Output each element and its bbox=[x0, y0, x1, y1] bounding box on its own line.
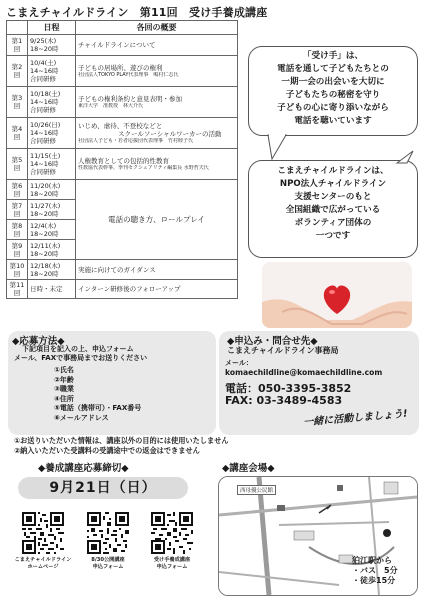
overview-line: 子どもの居場所、遊びの権利 bbox=[78, 64, 163, 72]
list-item: ⑥メールアドレス bbox=[54, 413, 109, 422]
overview-line: スクールソーシャルワーカーの活動 bbox=[118, 130, 222, 138]
lecturer: 東洋大学 准教授 林大介氏 bbox=[78, 103, 144, 109]
overview-cell bbox=[76, 280, 238, 299]
phone-number: 電話：050-3395-3852 bbox=[225, 382, 352, 395]
bubble-line: 一つです bbox=[315, 231, 351, 241]
list-item: ①氏名 bbox=[54, 366, 74, 374]
qr-code-icon bbox=[151, 512, 193, 554]
overview-cell bbox=[76, 56, 238, 87]
required-items-list bbox=[54, 366, 141, 424]
qr-code-icon bbox=[22, 512, 64, 554]
fax-number: FAX: 03-3489-4583 bbox=[225, 394, 343, 407]
date: 10/26(日) bbox=[30, 121, 61, 129]
round-cell: 第8回 bbox=[7, 220, 28, 240]
overview-line: チャイルドラインについて bbox=[78, 41, 156, 49]
header-date: 日程 bbox=[28, 21, 76, 35]
round-cell: 第7回 bbox=[7, 200, 28, 220]
bubble-line: 全国組織で広がっている bbox=[285, 205, 381, 215]
round-cell: 第1回 bbox=[7, 35, 28, 56]
round-cell: 第5回 bbox=[7, 149, 28, 180]
qr-caption bbox=[11, 557, 75, 571]
bubble-line: 電話を聴いています bbox=[294, 116, 372, 126]
date: 11/20(木) bbox=[30, 181, 61, 190]
table-row bbox=[7, 149, 238, 180]
round-cell: 第6回 bbox=[7, 180, 28, 200]
date-cell bbox=[28, 220, 76, 240]
notes bbox=[14, 436, 229, 456]
table-row bbox=[7, 280, 238, 299]
application-heading: ◆応募方法◆ bbox=[12, 336, 65, 347]
access-line: 狛江駅から bbox=[352, 556, 392, 565]
lecturer: 社団法人TOKYO PLAY代表理事 嶋村仁志氏 bbox=[78, 72, 179, 78]
qr-code-open-lecture[interactable] bbox=[87, 512, 129, 554]
organization-description-bubble bbox=[248, 160, 418, 258]
date-cell bbox=[28, 260, 76, 280]
table-row bbox=[7, 56, 238, 87]
date-cell bbox=[28, 118, 76, 149]
overview-line: 実施に向けてのガイダンス bbox=[78, 265, 156, 274]
contact-heading: ◆申込み・問合せ先◆ bbox=[227, 336, 318, 347]
bubble-line: 支援センターのもと bbox=[294, 192, 372, 202]
round-cell: 第10回 bbox=[7, 260, 28, 280]
overview-cell bbox=[76, 35, 238, 56]
date-cell bbox=[28, 35, 76, 56]
time: 18~20時 bbox=[30, 209, 59, 218]
bubble-tail-icon bbox=[395, 150, 415, 164]
map-building-label: 西母優公民館 bbox=[237, 485, 276, 495]
table-row bbox=[7, 260, 238, 280]
venue-heading: ◆講座会場◆ bbox=[222, 463, 275, 474]
date: 10/4(土) bbox=[30, 59, 57, 67]
header-overview: 各回の概要 bbox=[76, 21, 238, 35]
date-cell bbox=[28, 56, 76, 87]
overview-cell bbox=[76, 118, 238, 149]
qr-code-training-form[interactable] bbox=[151, 512, 193, 554]
date: 11/27(木) bbox=[30, 201, 61, 210]
overview-line: いじめ、虐待、不登校などと bbox=[78, 122, 163, 130]
overview-line: 人権教育としての包括的性教育 bbox=[78, 157, 169, 165]
qr-code-icon bbox=[87, 512, 129, 554]
overview-line: 子どもの権利条約と意見表明・参加 bbox=[78, 95, 182, 103]
qr-caption-line: 受け手養成講座 bbox=[153, 557, 191, 563]
qr-caption-line: 申込フォーム bbox=[92, 564, 124, 570]
list-item: ③職業 bbox=[54, 385, 74, 394]
page-title: こまえチャイルドライン 第11回 受け手養成講座 bbox=[6, 6, 268, 19]
station-access bbox=[352, 556, 398, 586]
date-cell bbox=[28, 200, 76, 220]
qr-caption-line: こまえチャイルドライン bbox=[14, 557, 72, 563]
date: 12/4(木) bbox=[30, 221, 57, 230]
session-type: 合同研修 bbox=[30, 137, 56, 145]
bubble-line: 子どもの心に寄り添いながら bbox=[277, 103, 389, 113]
date: 9/25(木) bbox=[30, 37, 57, 45]
list-item: ④住所 bbox=[54, 394, 74, 403]
date: 12/18(木) bbox=[30, 261, 61, 270]
time: 18~20時 bbox=[30, 45, 59, 53]
session-type: 合同研修 bbox=[30, 75, 56, 83]
date-cell bbox=[28, 180, 76, 200]
schedule-table bbox=[6, 20, 238, 299]
time: 14~16時 bbox=[30, 98, 59, 106]
qr-code-homepage[interactable] bbox=[22, 512, 64, 554]
bubble-line: NPO法人チャイルドライン bbox=[279, 179, 387, 189]
overview-line: インターン研修後のフォローアップ bbox=[78, 285, 181, 293]
bubble-line: ボランティア団体の bbox=[294, 218, 372, 228]
bubble-line: 電話を通して子どもたちとの bbox=[277, 64, 389, 74]
contact-panel bbox=[219, 331, 419, 435]
list-item: ②年齢 bbox=[54, 375, 74, 384]
overview-cell bbox=[76, 87, 238, 118]
application-method-panel bbox=[8, 331, 216, 435]
join-us-slogan: 一緒に活動しましょう! bbox=[302, 408, 409, 429]
table-row bbox=[7, 180, 238, 200]
access-line: ・バス 5分 bbox=[352, 566, 398, 575]
table-row bbox=[7, 118, 238, 149]
time: 18~20時 bbox=[30, 249, 59, 258]
qr-caption-line: ホームページ bbox=[27, 564, 59, 570]
header-blank bbox=[7, 21, 28, 35]
time: 14~16時 bbox=[30, 67, 59, 75]
mail-label: メール： bbox=[225, 359, 253, 367]
round-cell: 第11回 bbox=[7, 280, 28, 299]
date-cell bbox=[28, 280, 76, 299]
access-line: ・徒歩15分 bbox=[352, 576, 396, 585]
overview-cell bbox=[76, 149, 238, 180]
note-line: ①お送りいただいた情報は、講座以外の目的には使用いたしません bbox=[14, 436, 229, 445]
bubble-line: 「受け手」は、 bbox=[302, 51, 364, 61]
table-row bbox=[7, 35, 238, 56]
time: 14~16時 bbox=[30, 160, 59, 168]
application-instruction: メール、FAXで事務局までお送りください bbox=[14, 354, 148, 362]
table-row bbox=[7, 87, 238, 118]
deadline-heading: ◆養成講座応募締切◆ bbox=[38, 463, 129, 474]
time: 18~20時 bbox=[30, 189, 59, 198]
date: 11/15(土) bbox=[30, 152, 61, 160]
time: 18~20時 bbox=[30, 229, 59, 238]
receiver-description-bubble bbox=[248, 46, 418, 136]
application-instruction: 下記項目を記入の上、申込フォーム bbox=[22, 345, 134, 353]
lecturer: 社団法人子ども・若者応援団代表理事 竹村睦子氏 bbox=[78, 138, 194, 144]
bubble-tail-icon bbox=[266, 134, 296, 160]
qr-caption bbox=[76, 557, 140, 571]
round-cell: 第9回 bbox=[7, 240, 28, 260]
time: 14~16時 bbox=[30, 129, 59, 137]
bubble-line: 一期一会の出会いを大切に bbox=[281, 77, 385, 87]
list-item: ⑤電話（携帯可）・FAX番号 bbox=[54, 404, 142, 413]
date: 10/18(土) bbox=[30, 90, 61, 98]
date-cell bbox=[28, 240, 76, 260]
hands-heart-icon bbox=[262, 262, 412, 328]
round-cell: 第4回 bbox=[7, 118, 28, 149]
session-type: 合同研修 bbox=[30, 168, 56, 176]
date-cell bbox=[28, 87, 76, 118]
round-cell: 第2回 bbox=[7, 56, 28, 87]
table-header-row bbox=[7, 21, 238, 35]
note-line: ②納入いただいた受講料の受講途中での返金はできません bbox=[14, 446, 200, 455]
bubble-line: 子どもたちの秘密を守り bbox=[285, 90, 381, 100]
date-cell bbox=[28, 149, 76, 180]
date: 日時・未定 bbox=[30, 285, 63, 293]
date: 12/11(木) bbox=[30, 241, 61, 250]
roleplay-merged-cell: 電話の聴き方、ロールプレイ bbox=[76, 180, 238, 260]
lecturer: 性教協代表幹事、季刊セクシュアリティ編集長 水野哲夫氏 bbox=[78, 165, 209, 171]
hands-heart-illustration bbox=[262, 262, 412, 328]
email-link[interactable]: komaechildline@komaechildline.com bbox=[225, 368, 383, 377]
qr-caption bbox=[140, 557, 204, 571]
round-cell: 第3回 bbox=[7, 87, 28, 118]
time: 18~20時 bbox=[30, 269, 59, 278]
qr-caption-line: 申込フォーム bbox=[156, 564, 188, 570]
session-type: 合同研修 bbox=[30, 106, 56, 114]
office-name: こまえチャイルドライン事務局 bbox=[227, 346, 339, 355]
qr-caption-line: 8/30公開講座 bbox=[91, 557, 125, 563]
bubble-line: こまえチャイルドラインは、 bbox=[277, 166, 389, 176]
overview-cell bbox=[76, 260, 238, 280]
deadline-date: 9月21日（日） bbox=[18, 477, 188, 499]
